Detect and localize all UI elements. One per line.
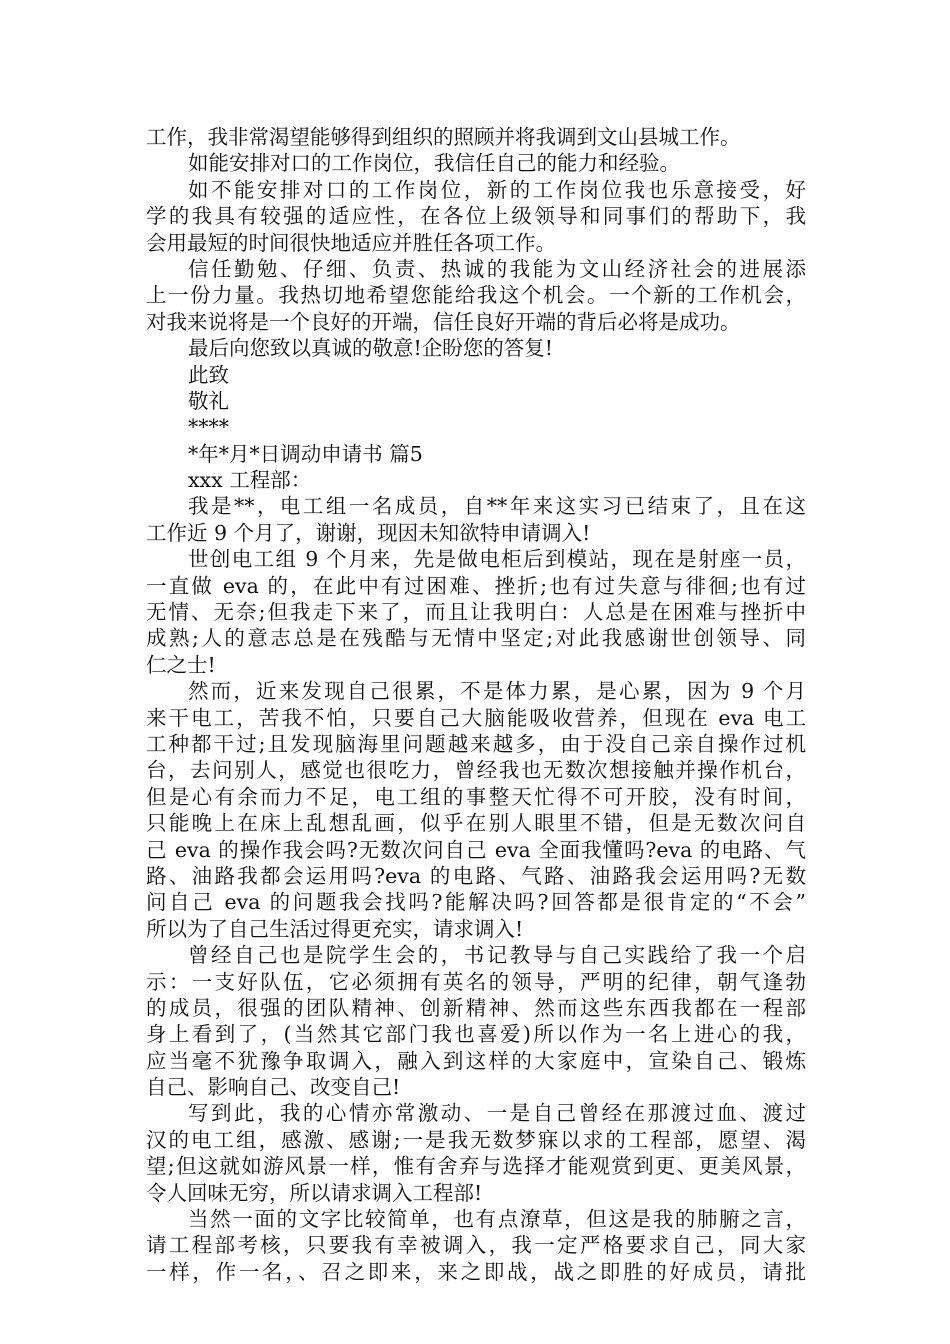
text-line: 只能晚上在床上乱想乱画，似乎在别人眼里不错，但是无数次问自 [146, 811, 806, 836]
text-line: 示：一支好队伍，它必须拥有英名的领导，严明的纪律，朝气逢勃 [146, 969, 806, 994]
text-line: 我是**，电工组一名成员，自**年来这实习已结束了，且在这 [188, 494, 806, 519]
text-line: 写到此，我的心情亦常激动、一是自己曾经在那渡过血、渡过 [188, 1101, 806, 1126]
text-line: 工种都干过;且发现脑海里问题越来越多，由于没自己亲自操作过机 [146, 731, 806, 756]
text-line: 然而，近来发现自己很累，不是体力累，是心累，因为 9 个月 [188, 679, 806, 704]
text-line: 但是心有余而力不足，电工组的事整天忙得不可开胶，没有时间， [146, 784, 806, 809]
text-line: 自己、影响自己、改变自己! [146, 1075, 401, 1100]
text-line: 学的我具有较强的适应性，在各位上级领导和同事们的帮助下，我 [146, 204, 806, 229]
text-line: 对我来说将是一个良好的开端，信任良好开端的背后必将是成功。 [146, 309, 741, 334]
text-line: 一样，作一名，、召之即来，来之即战，战之即胜的好成员，请批 [146, 1259, 806, 1284]
text-line: 台，去问别人，感觉也很吃力，曾经我也无数次想接触并操作机台， [146, 758, 806, 783]
text-line: 最后向您致以真诚的敬意!企盼您的答复! [188, 336, 553, 361]
text-line: 汉的电工组，感激、感谢;一是我无数梦寐以求的工程部，愿望、渴 [146, 1127, 806, 1152]
text-line: 问自己 eva 的问题我会找吗?能解决吗?回答都是很肯定的“不会” [146, 890, 806, 915]
text-line: 如不能安排对口的工作岗位，新的工作岗位我也乐意接受，好 [188, 177, 806, 202]
text-line: 敬礼 [188, 388, 229, 413]
document-body [146, 124, 806, 1285]
text-line: 如能安排对口的工作岗位，我信任自己的能力和经验。 [188, 151, 680, 176]
text-line: 世创电工组 9 个月来，先是做电柜后到模站，现在是射座一员， [188, 547, 806, 572]
text-line: 应当毫不犹豫争取调入，融入到这样的大家庭中，宣染自己、锻炼 [146, 1048, 806, 1073]
text-line: 无情、无奈;但我走下来了，而且让我明白：人总是在困难与挫折中 [146, 600, 806, 625]
text-line: 身上看到了，(当然其它部门我也喜爱)所以作为一名上进心的我， [146, 1022, 806, 1047]
text-line: 请工程部考核，只要我有幸被调入，我一定严格要求自己，同大家 [146, 1233, 806, 1258]
text-line: 的成员，很强的团队精神、创新精神、然而这些东西我都在一程部 [146, 995, 806, 1020]
text-line: 此致 [188, 362, 229, 387]
text-line: 上一份力量。我热切地希望您能给我这个机会。一个新的工作机会， [146, 283, 806, 308]
text-line: 己 eva 的操作我会吗?无数次问自己 eva 全面我懂吗?eva 的电路、气 [146, 837, 806, 862]
text-line: xxx 工程部： [188, 468, 312, 493]
text-line: 当然一面的文字比较简单，也有点潦草，但这是我的肺腑之言， [188, 1207, 806, 1232]
text-line: 工作近 9 个月了，谢谢，现因未知欲特申请调入! [146, 520, 591, 545]
text-line: 信任勤勉、仔细、负责、热诚的我能为文山经济社会的进展添 [188, 256, 806, 281]
text-line: 所以为了自己生活过得更充实，请求调入! [146, 916, 524, 941]
text-line: 路、油路我都会运用吗?eva 的电路、气路、油路我会运用吗?无数 [146, 863, 806, 888]
text-line: 会用最短的时间很快地适应并胜任各项工作。 [146, 230, 556, 255]
text-line: 望;但这就如游风景一样，惟有舍弃与选择才能观赏到更、更美风景， [146, 1154, 806, 1179]
text-line: 一直做 eva 的，在此中有过困难、挫折;也有过失意与徘徊;也有过 [146, 573, 806, 598]
text-line: 令人回味无穷，所以请求调入工程部! [146, 1180, 483, 1205]
text-line: 来干电工，苦我不怕，只要自己大脑能吸收营养，但现在 eva 电工 [146, 705, 806, 730]
text-line: 曾经自己也是院学生会的，书记教导与自己实践给了我一个启 [188, 943, 806, 968]
text-line: 工作，我非常渴望能够得到组织的照顾并将我调到文山县城工作。 [146, 125, 741, 149]
text-line: 仁之士! [146, 652, 216, 677]
text-line: *年*月*日调动申请书 篇5 [188, 441, 423, 466]
text-line: 成熟;人的意志总是在残酷与无情中坚定;对此我感谢世创领导、同 [146, 626, 806, 651]
text-line: **** [188, 415, 229, 440]
